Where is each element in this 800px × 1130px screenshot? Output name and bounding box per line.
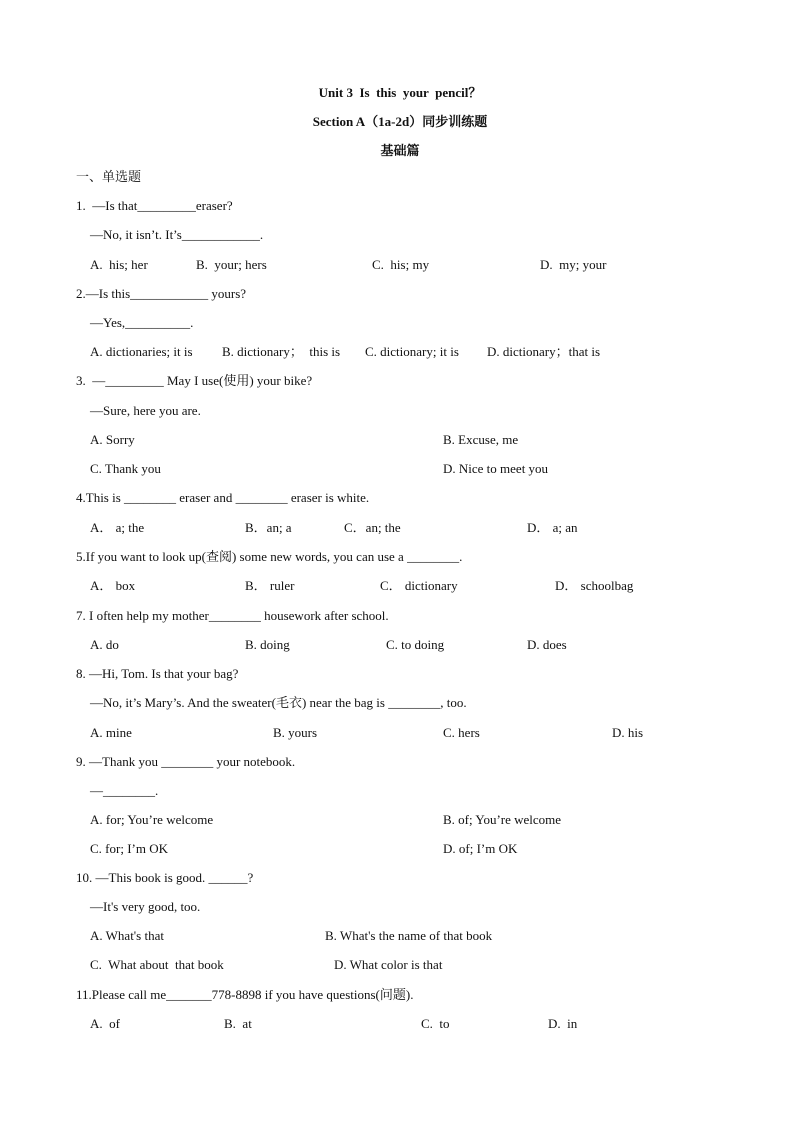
option-d: D． schoolbag: [555, 578, 634, 593]
option-a: A． box: [90, 578, 136, 593]
option-a: A. dictionaries; it is: [90, 344, 193, 359]
option-d: D. What color is that: [334, 957, 443, 972]
worksheet-level: 基础篇: [380, 143, 420, 158]
option-a: A. do: [90, 637, 119, 652]
option-b: B. dictionary； this is: [222, 344, 341, 359]
option-d: D. of; I’m OK: [443, 841, 518, 856]
option-a: A. for; You’re welcome: [90, 812, 214, 827]
option-a: A. mine: [90, 725, 132, 740]
option-b: B. doing: [245, 637, 290, 652]
option-b: B. yours: [273, 725, 318, 740]
question-stem: 11.Please call me_______778-8898 if you have questions(问题).: [76, 987, 414, 1002]
question-stem: 4.This is ________ eraser and ________ eraser is white.: [76, 490, 370, 505]
option-b: B. your; hers: [196, 257, 267, 272]
option-b: B. What's the name of that book: [325, 928, 493, 943]
option-a: A. of: [90, 1016, 120, 1031]
option-d: D. does: [527, 637, 567, 652]
option-a: A. What's that: [90, 928, 164, 943]
option-b: B．an; a: [245, 520, 292, 535]
option-c: C. to doing: [386, 637, 445, 652]
option-c: C．an; the: [344, 520, 401, 535]
option-a: A. his; her: [90, 257, 148, 272]
option-c: C. to: [421, 1016, 450, 1031]
option-b: B. Excuse, me: [443, 432, 519, 447]
option-c: C. hers: [443, 725, 480, 740]
section-heading: 一、单选题: [76, 169, 142, 184]
option-a: A. Sorry: [90, 432, 135, 447]
question-response: —________.: [90, 783, 159, 798]
question-response: —It's very good, too.: [90, 899, 201, 914]
question-stem: 2.—Is this____________ yours?: [76, 286, 247, 301]
option-c: C. his; my: [372, 257, 430, 272]
question-response: —No, it’s Mary’s. And the sweater(毛衣) near the bag is ________, too.: [90, 695, 467, 710]
option-b: B． ruler: [245, 578, 295, 593]
option-d: D. dictionary；that is: [487, 344, 601, 359]
question-stem: 5.If you want to look up(查阅) some new words, you can use a ________.: [76, 549, 463, 564]
option-c: C. What about that book: [90, 957, 224, 972]
option-c: C. for; I’m OK: [90, 841, 168, 856]
worksheet-title: Unit 3 Is this your pencil？: [318, 85, 482, 100]
question-response: —Sure, here you are.: [90, 403, 201, 418]
question-response: —Yes,__________.: [90, 315, 194, 330]
option-d: D. my; your: [540, 257, 607, 272]
worksheet-subtitle: Section A（1a-2d）同步训练题: [312, 114, 488, 129]
question-stem: 10. —This book is good. ______?: [76, 870, 254, 885]
question-stem: 7. I often help my mother________ housework after school.: [76, 608, 389, 623]
option-d: D. Nice to meet you: [443, 461, 549, 476]
option-d: D. his: [612, 725, 644, 740]
option-c: C. Thank you: [90, 461, 161, 476]
option-c: C． dictionary: [380, 578, 458, 593]
option-d: D. in: [548, 1016, 578, 1031]
question-stem: 3. —_________ May I use(使用) your bike?: [76, 373, 313, 388]
question-stem: 8. —Hi, Tom. Is that your bag?: [76, 666, 239, 681]
question-stem: 9. —Thank you ________ your notebook.: [76, 754, 296, 769]
question-response: —No, it isn’t. It’s____________.: [90, 227, 264, 242]
option-b: B. of; You’re welcome: [443, 812, 562, 827]
option-c: C. dictionary; it is: [365, 344, 459, 359]
option-a: A． a; the: [90, 520, 145, 535]
option-b: B. at: [224, 1016, 252, 1031]
question-stem: 1. —Is that_________eraser?: [76, 198, 233, 213]
option-d: D． a; an: [527, 520, 578, 535]
